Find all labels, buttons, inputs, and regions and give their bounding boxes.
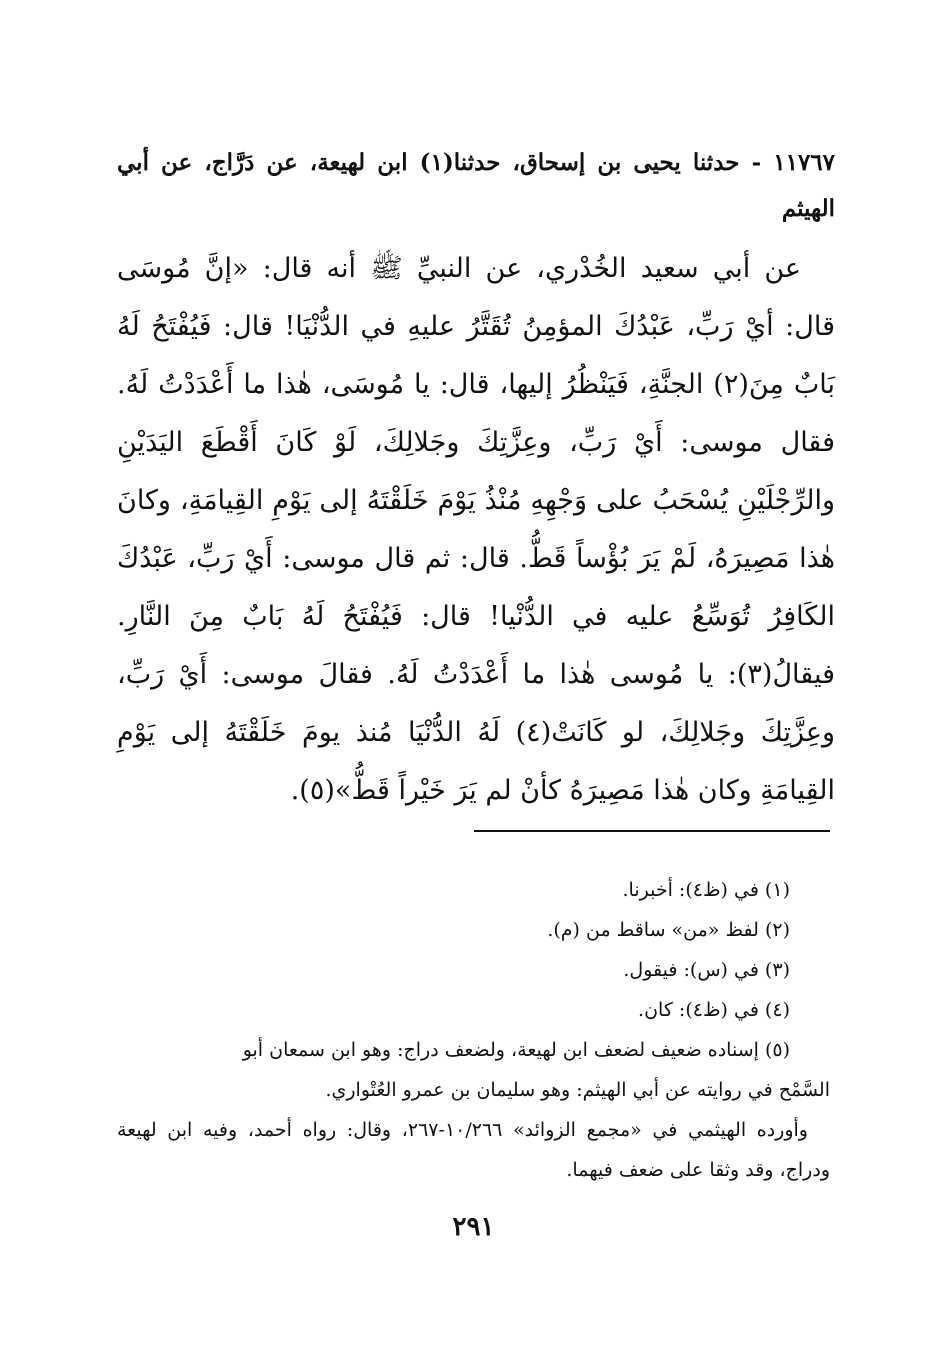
footnote-5-line-2: السَّمْح في روايته عن أبي الهيثم: وهو سليمان بن عمرو العُتْواري. xyxy=(325,1079,830,1101)
footnote-4: (٤) في (ظ٤): كان. xyxy=(638,999,790,1021)
hadith-matn: عن أبي سعيد الخُدْري، عن النبيِّ ﷺ أنه قال: «إنَّ مُوسَى قال: أيْ رَبِّ، عَبْدُكَ المؤمِنُ تُقَتَّرُ عليهِ في الدُّنْيَا! قال: فَيُفْتَحُ لَهُ بَابٌ مِنَ(٢) الجنَّةِ، فَيَنْظُرُ إليها، قال: يا مُوسَى، هٰذا ما أَعْدَدْتُ لَهُ. فقال موسى: أَيْ رَبِّ، وعِزَّتِكَ وجَلالِكَ، لَوْ كَانَ أَقْطَعَ اليَدَيْنِ والرِّجْلَيْنِ يُسْحَبُ على وَجْهِهِ مُنْذُ يَوْمَ خَلَقْتَهُ إلى يَوْمِ القِيامَةِ، وكانَ هٰذا مَصِيرَهُ، لَمْ يَرَ بُؤْساً قَطُّ. قال: ثم قال موسى: أَيْ رَبِّ، عَبْدُكَ الكَافِرُ تُوَسِّعُ عليه في الدُّنْيا! قال: فَيُفْتَحُ لَهُ بَابٌ مِنَ النَّارِ. فيقالُ(٣): يا مُوسى هٰذا ما أَعْدَدْتُ لَهُ. فقالَ موسى: أَيْ رَبِّ، وعِزَّتِكَ وجَلالِكَ، لو كَانَتْ(٤) لَهُ الدُّنْيَا مُنذ يومَ خَلَقْتَهُ إلى يَوْمِ القِيامَةِ وكان هٰذا مَصِيرَهُ كأنْ لم يَرَ خَيْراً قَطُّ»(٥). xyxy=(117,253,836,806)
page-number: ٢٩١ xyxy=(452,1212,495,1242)
footnote-5-continuation: وأورده الهيثمي في «مجمع الزوائد» ١٠/٢٦٦-٢٦٧، وقال: رواه أحمد، وفيه ابن لهيعة ودراج، وقد وثقا على ضعف فيهما. xyxy=(117,1119,830,1181)
footnote-3: (٣) في (س): فيقول. xyxy=(623,959,790,981)
footnote-2: (٢) لفظ «من» ساقط من (م). xyxy=(547,919,790,941)
footnotes xyxy=(117,870,830,1190)
footnote-divider xyxy=(474,830,830,832)
footnote-1: (١) في (ظ٤): أخبرنا. xyxy=(622,879,790,901)
hadith-isnad: ١١٧٦٧ - حدثنا يحيى بن إسحاق، حدثنا(١) ابن لهيعة، عن دَرَّاج، عن أبي الهيثم xyxy=(117,149,836,222)
hadith-block xyxy=(117,140,835,820)
footnote-5 xyxy=(117,1030,830,1110)
footnote-5-line-1: (٥) إسناده ضعيف لضعف ابن لهيعة، ولضعف دراج: وهو ابن سمعان أبو xyxy=(242,1039,790,1061)
